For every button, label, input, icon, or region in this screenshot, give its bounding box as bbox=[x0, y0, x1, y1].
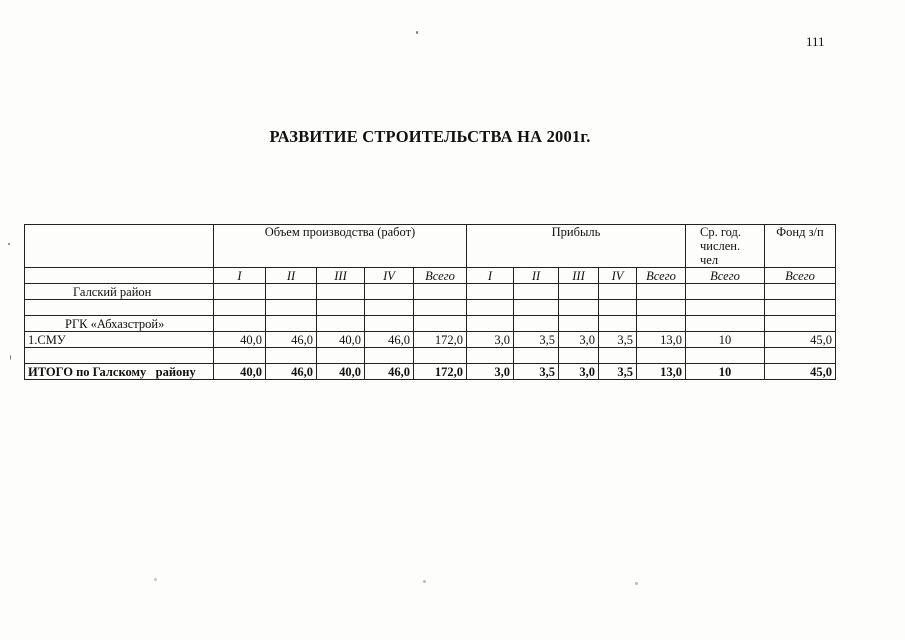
cell-volume-q1: 40,0 bbox=[214, 332, 266, 348]
table-cell bbox=[25, 300, 214, 316]
construction-table bbox=[24, 224, 836, 380]
table-cell bbox=[686, 316, 765, 332]
header-volume-q1: I bbox=[214, 268, 266, 284]
cell-volume-q2: 46,0 bbox=[266, 332, 317, 348]
table-cell bbox=[317, 316, 365, 332]
table-cell bbox=[514, 316, 559, 332]
total-profit-q1: 3,0 bbox=[467, 364, 514, 380]
header-corner-cell bbox=[25, 225, 214, 268]
table-cell bbox=[365, 284, 414, 300]
table-cell bbox=[414, 316, 467, 332]
header-wage-fund-total: Всего bbox=[765, 268, 836, 284]
table-cell bbox=[637, 284, 686, 300]
table-cell bbox=[365, 300, 414, 316]
table-cell bbox=[414, 348, 467, 364]
header-profit-q4: IV bbox=[599, 268, 637, 284]
scan-speck bbox=[423, 580, 426, 583]
table-cell bbox=[637, 300, 686, 316]
table-cell bbox=[765, 284, 836, 300]
header-avg-staff: Ср. год. числен. чел bbox=[686, 225, 765, 268]
table-cell bbox=[467, 300, 514, 316]
total-volume-total: 172,0 bbox=[414, 364, 467, 380]
cell-volume-q4: 46,0 bbox=[365, 332, 414, 348]
total-profit-total: 13,0 bbox=[637, 364, 686, 380]
table-cell bbox=[514, 348, 559, 364]
table-cell bbox=[559, 284, 599, 300]
table-cell bbox=[266, 300, 317, 316]
table-row-org bbox=[25, 316, 836, 332]
cell-avg-staff: 10 bbox=[686, 332, 765, 348]
header-profit-q2: II bbox=[514, 268, 559, 284]
row-label-total: ИТОГО по Галскому району bbox=[25, 364, 214, 380]
cell-profit-q4: 3,5 bbox=[599, 332, 637, 348]
scan-speck bbox=[10, 355, 11, 360]
page-title: РАЗВИТИЕ СТРОИТЕЛЬСТВА НА 2001г. bbox=[269, 127, 591, 146]
total-profit-q4: 3,5 bbox=[599, 364, 637, 380]
cell-profit-q1: 3,0 bbox=[467, 332, 514, 348]
cell-profit-q2: 3,5 bbox=[514, 332, 559, 348]
row-label-district: Галский район bbox=[25, 284, 214, 300]
table-cell bbox=[599, 300, 637, 316]
table-cell bbox=[637, 348, 686, 364]
header-profit-q3: III bbox=[559, 268, 599, 284]
table-cell bbox=[686, 348, 765, 364]
total-profit-q3: 3,0 bbox=[559, 364, 599, 380]
table-cell bbox=[467, 348, 514, 364]
table-cell bbox=[765, 300, 836, 316]
table-cell bbox=[559, 316, 599, 332]
table-row-district bbox=[25, 284, 836, 300]
page-number: 111 bbox=[806, 34, 825, 49]
table-cell bbox=[317, 348, 365, 364]
header-row-quarters bbox=[25, 268, 836, 284]
header-volume-total: Всего bbox=[414, 268, 467, 284]
total-volume-q3: 40,0 bbox=[317, 364, 365, 380]
table-cell bbox=[637, 316, 686, 332]
table-cell bbox=[365, 316, 414, 332]
table-cell bbox=[214, 300, 266, 316]
table-cell bbox=[317, 300, 365, 316]
table-cell bbox=[514, 300, 559, 316]
table-cell bbox=[686, 284, 765, 300]
scan-speck bbox=[154, 578, 157, 581]
table-cell bbox=[214, 316, 266, 332]
header-profit-q1: I bbox=[467, 268, 514, 284]
cell-profit-q3: 3,0 bbox=[559, 332, 599, 348]
total-profit-q2: 3,5 bbox=[514, 364, 559, 380]
scan-speck bbox=[635, 582, 638, 585]
cell-volume-total: 172,0 bbox=[414, 332, 467, 348]
table-cell bbox=[214, 348, 266, 364]
header-volume: Объем производства (работ) bbox=[214, 225, 467, 268]
cell-volume-q3: 40,0 bbox=[317, 332, 365, 348]
total-wage-fund: 45,0 bbox=[765, 364, 836, 380]
table-row-total bbox=[25, 364, 836, 380]
cell-profit-total: 13,0 bbox=[637, 332, 686, 348]
table-cell bbox=[317, 284, 365, 300]
table-cell bbox=[467, 316, 514, 332]
table-cell bbox=[599, 284, 637, 300]
table-cell bbox=[599, 348, 637, 364]
scan-speck bbox=[8, 243, 10, 245]
table-cell bbox=[686, 300, 765, 316]
table-cell bbox=[266, 348, 317, 364]
table-cell bbox=[467, 284, 514, 300]
table-cell bbox=[599, 316, 637, 332]
table-row-empty bbox=[25, 348, 836, 364]
table-cell bbox=[765, 348, 836, 364]
table-cell bbox=[365, 348, 414, 364]
header-volume-q4: IV bbox=[365, 268, 414, 284]
total-volume-q1: 40,0 bbox=[214, 364, 266, 380]
scan-speck bbox=[416, 31, 418, 34]
table-cell bbox=[214, 284, 266, 300]
header-profit: Прибыль bbox=[467, 225, 686, 268]
row-label-smu: 1.СМУ bbox=[25, 332, 214, 348]
cell-wage-fund: 45,0 bbox=[765, 332, 836, 348]
table-cell bbox=[25, 348, 214, 364]
table-cell bbox=[414, 284, 467, 300]
table-cell bbox=[414, 300, 467, 316]
table-row-smu bbox=[25, 332, 836, 348]
row-label-org: РГК «Абхазстрой» bbox=[25, 316, 214, 332]
table-cell bbox=[765, 316, 836, 332]
table-cell bbox=[514, 284, 559, 300]
header-volume-q3: III bbox=[317, 268, 365, 284]
table-cell bbox=[559, 348, 599, 364]
header-avg-staff-total: Всего bbox=[686, 268, 765, 284]
header-empty-cell bbox=[25, 268, 214, 284]
header-volume-q2: II bbox=[266, 268, 317, 284]
table-cell bbox=[266, 284, 317, 300]
table-row-empty bbox=[25, 300, 836, 316]
total-volume-q2: 46,0 bbox=[266, 364, 317, 380]
header-profit-total: Всего bbox=[637, 268, 686, 284]
total-volume-q4: 46,0 bbox=[365, 364, 414, 380]
table-cell bbox=[559, 300, 599, 316]
header-row-groups bbox=[25, 225, 836, 268]
total-avg-staff: 10 bbox=[686, 364, 765, 380]
table-cell bbox=[266, 316, 317, 332]
header-wage-fund: Фонд з/п bbox=[765, 225, 836, 268]
